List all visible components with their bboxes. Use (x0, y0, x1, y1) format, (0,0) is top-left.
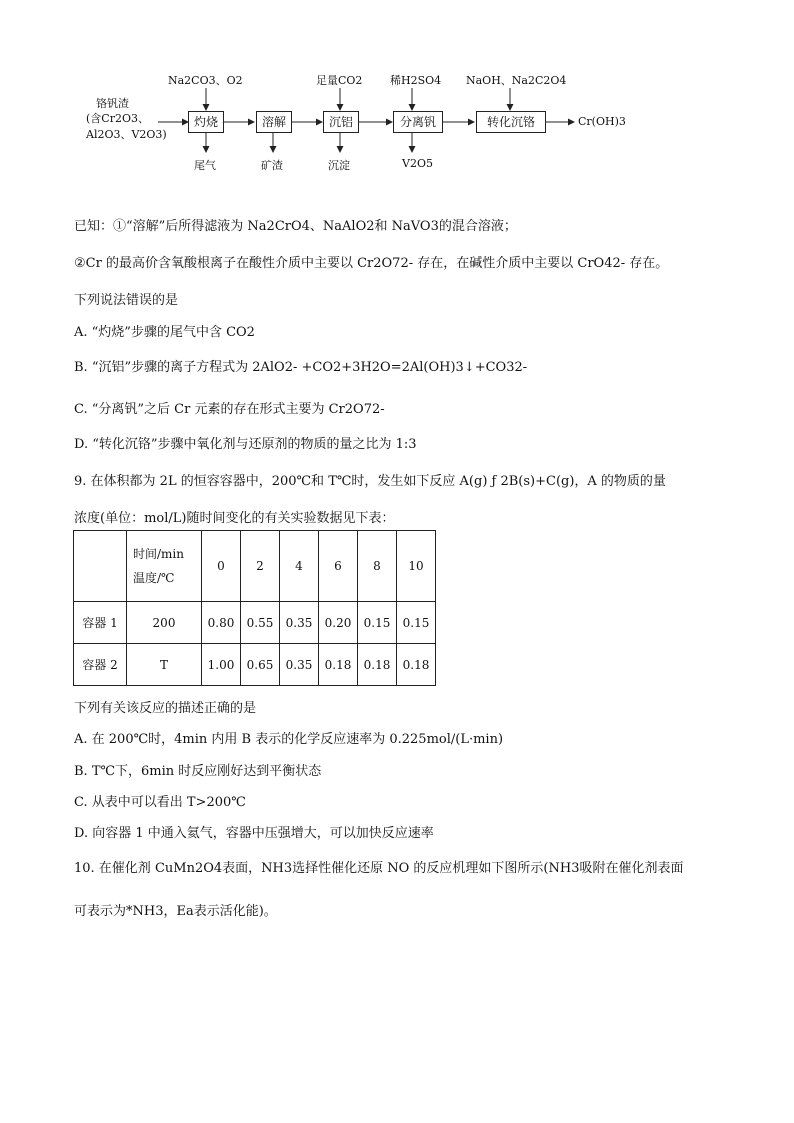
q8-stem: 下列说法错误的是 (74, 293, 179, 308)
q10-line-1: 10. 在催化剂 CuMn2O4表面，NH3选择性催化还原 NO 的反应机理如下图所示(NH3吸附在催化剂表面 (74, 861, 684, 876)
q8-option-c: C. “分离钒”之后 Cr 元素的存在形式主要为 Cr2O72- (74, 402, 385, 417)
table-header-time: 0 (202, 531, 241, 602)
table-cell: 0.18 (358, 644, 397, 686)
known-line-1: 已知：①“溶解”后所得滤液为 Na2CrO4、NaAlO2和 NaVO3的混合溶液； (74, 219, 517, 234)
process-flow-diagram (0, 0, 794, 200)
table-row (74, 644, 436, 686)
reagent-precipitate-al: 足量CO2 (316, 74, 363, 87)
table-row-temp: 200 (127, 602, 202, 644)
table-corner-empty (74, 531, 127, 602)
table-cell: 0.18 (397, 644, 436, 686)
q8-option-d: D. “转化沉铬”步骤中氧化剂与还原剂的物质的量之比为 1:3 (74, 437, 417, 452)
concentration-table (73, 530, 436, 686)
q9-option-c: C. 从表中可以看出 T>200℃ (74, 795, 246, 810)
table-header-time: 8 (358, 531, 397, 602)
output-precipitate-al: 沉淀 (328, 159, 350, 172)
table-header-time: 6 (319, 531, 358, 602)
table-cell: 0.35 (280, 644, 319, 686)
step-box-roast: 灼烧 (188, 111, 224, 133)
reagent-roast: Na2CO3、O2 (168, 74, 243, 87)
header-temp: 温度/℃ (133, 571, 175, 585)
reagent-separate-v: 稀H2SO4 (390, 74, 442, 87)
step-box-separate-v: 分离钒 (393, 111, 443, 133)
table-row-temp: T (127, 644, 202, 686)
table-header-row (74, 531, 436, 602)
q9-option-a: A. 在 200℃时，4min 内用 B 表示的化学反应速率为 0.225mol/(L·min) (74, 732, 504, 747)
q9-option-d: D. 向容器 1 中通入氦气，容器中压强增大，可以加快反应速率 (74, 826, 434, 841)
table-header-time: 2 (241, 531, 280, 602)
q9-stem: 下列有关该反应的描述正确的是 (74, 701, 257, 716)
table-row-name: 容器 1 (74, 602, 127, 644)
feed-label-line1: 铬钒渣 (96, 97, 129, 110)
table-header-time-temp (127, 531, 202, 602)
table-cell: 0.35 (280, 602, 319, 644)
table-cell: 0.65 (241, 644, 280, 686)
final-product-label: Cr(OH)3 (578, 115, 626, 128)
table-cell: 0.20 (319, 602, 358, 644)
table-cell: 0.55 (241, 602, 280, 644)
q9-line-1: 9. 在体积都为 2L 的恒容容器中，200℃和 T℃时，发生如下反应 A(g) ƒ 2B(s)+C(g)，A 的物质的量 (74, 474, 666, 489)
step-box-convert-cr: 转化沉铬 (476, 111, 546, 133)
output-dissolve: 矿渣 (261, 159, 283, 172)
known-line-2: ②Cr 的最高价含氧酸根离子在酸性介质中主要以 Cr2O72- 存在，在碱性介质中主要以 CrO42- 存在。 (74, 256, 669, 271)
table-cell: 0.18 (319, 644, 358, 686)
q9-line-2: 浓度(单位：mol/L)随时间变化的有关实验数据见下表： (74, 511, 395, 526)
table-cell: 0.15 (358, 602, 397, 644)
table-header-time: 4 (280, 531, 319, 602)
output-separate-v: V2O5 (402, 157, 433, 170)
step-box-dissolve: 溶解 (256, 111, 292, 133)
feed-label-line3: Al2O3、V2O3) (86, 128, 167, 141)
output-roast: 尾气 (194, 159, 216, 172)
table-cell: 0.15 (397, 602, 436, 644)
q8-option-a: A. “灼烧”步骤的尾气中含 CO2 (74, 325, 255, 340)
table-cell: 1.00 (202, 644, 241, 686)
step-box-precipitate-al: 沉铝 (323, 111, 359, 133)
reagent-convert-cr: NaOH、Na2C2O4 (466, 74, 567, 87)
header-time: 时间/min (133, 547, 184, 561)
table-header-time: 10 (397, 531, 436, 602)
table-row-name: 容器 2 (74, 644, 127, 686)
table-row (74, 602, 436, 644)
table-cell: 0.80 (202, 602, 241, 644)
feed-label-line2: (含Cr2O3、 (86, 112, 149, 125)
q9-option-b: B. T℃下，6min 时反应刚好达到平衡状态 (74, 764, 322, 779)
q10-line-2: 可表示为*NH3，Ea表示活化能)。 (74, 904, 277, 919)
q8-option-b: B. “沉铝”步骤的离子方程式为 2AlO2- +CO2+3H2O=2Al(OH)3↓+CO32- (74, 360, 528, 375)
